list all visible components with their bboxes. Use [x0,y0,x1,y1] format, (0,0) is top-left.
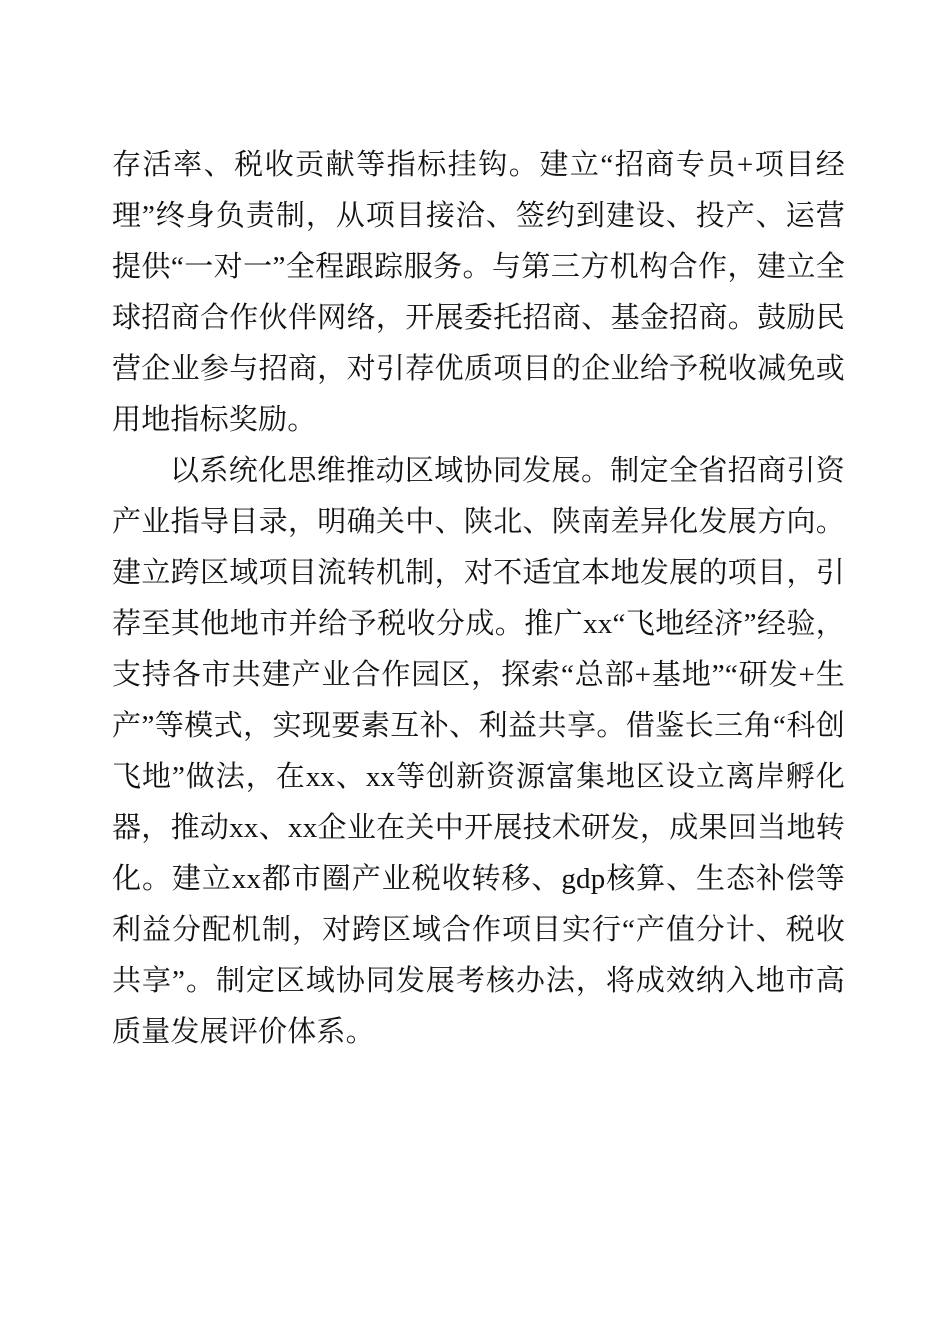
paragraph-2: 以系统化思维推动区域协同发展。制定全省招商引资产业指导目录，明确关中、陕北、陕南差异化发展方向。建立跨区域项目流转机制，对不适宜本地发展的项目，引荐至其他地市并给予税收分成。推广xx“飞地经济”经验，支持各市共建产业合作园区，探索“总部+基地”“研发+生产”等模式，实现要素互补、利益共享。借鉴长三角“科创飞地”做法，在xx、xx等创新资源富集地区设立离岸孵化器，推动xx、xx企业在关中开展技术研发，成果回当地转化。建立xx都市圈产业税收转移、gdp核算、生态补偿等利益分配机制，对跨区域合作项目实行“产值分计、税收共享”。制定区域协同发展考核办法，将成效纳入地市高质量发展评价体系。 [112,455,845,1048]
document-body [112,140,845,1058]
paragraph-1: 存活率、税收贡献等指标挂钩。建立“招商专员+项目经理”终身负责制，从项目接洽、签约到建设、投产、运营提供“一对一”全程跟踪服务。与第三方机构合作，建立全球招商合作伙伴网络，开展委托招商、基金招商。鼓励民营企业参与招商，对引荐优质项目的企业给予税收减免或用地指标奖励。 [112,149,845,436]
